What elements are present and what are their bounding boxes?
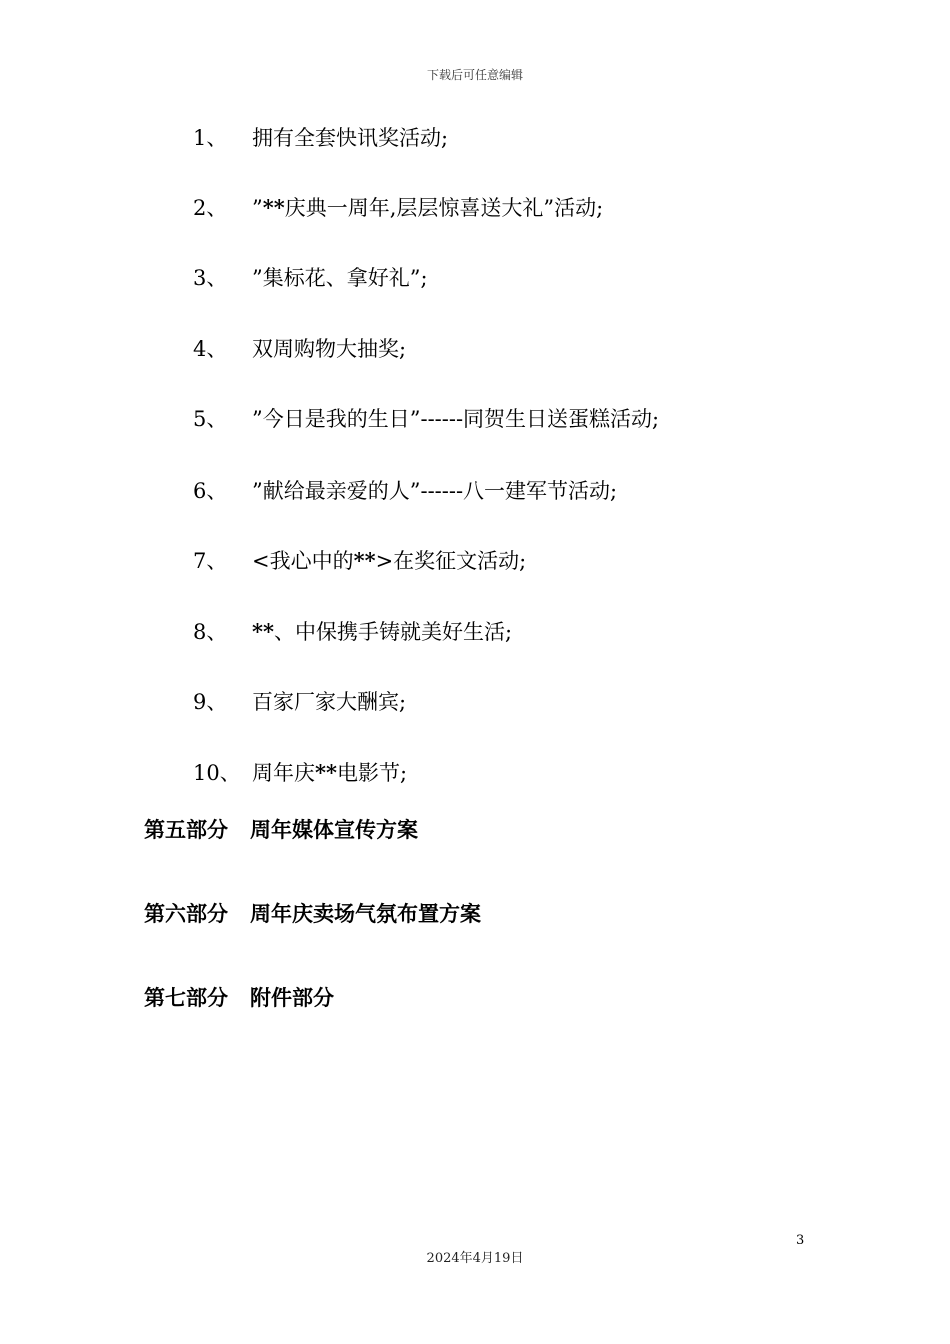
list-item: [0, 124, 900, 152]
item-text: ”集标花、拿好礼”;: [252, 266, 428, 290]
list-item: [0, 264, 900, 292]
page-number: 3: [796, 1233, 805, 1248]
item-text: ”**庆典一周年,层层惊喜送大礼”活动;: [252, 195, 604, 220]
item-number: 9、: [193, 690, 228, 714]
list-item: [0, 759, 900, 787]
list-item: [0, 477, 900, 505]
item-number: 3、: [193, 266, 228, 290]
list-item: [0, 194, 900, 222]
list-item: [0, 335, 900, 363]
list-item: [0, 618, 900, 646]
item-text: ”今日是我的生日”------同贺生日送蛋糕活动;: [252, 407, 660, 431]
item-number: 8、: [193, 620, 228, 644]
section-heading: [144, 983, 334, 1013]
page-footer-date: 2024年4月19日: [426, 1251, 524, 1266]
item-number: 2、: [193, 196, 228, 220]
item-number: 7、: [193, 549, 228, 573]
item-number: 6、: [193, 479, 228, 503]
list-item: [0, 405, 900, 433]
page-header: 下载后可任意编辑: [426, 68, 523, 82]
section-part: 第七部分: [144, 985, 228, 1010]
item-text: <我心中的**>在奖征文活动;: [252, 548, 527, 573]
item-text: 百家厂家大酬宾;: [252, 690, 407, 714]
section-heading: [144, 815, 418, 845]
section-title: 附件部分: [250, 985, 334, 1010]
item-number: 5、: [193, 407, 228, 431]
section-part: 第五部分: [144, 817, 228, 842]
section-heading: [144, 899, 481, 929]
section-title: 周年媒体宣传方案: [250, 817, 418, 842]
item-text: ”献给最亲爱的人”------八一建军节活动;: [252, 479, 618, 503]
list-item: [0, 688, 900, 716]
item-text: 双周购物大抽奖;: [252, 337, 407, 361]
item-number: 10、: [193, 761, 241, 785]
item-text: 拥有全套快讯奖活动;: [252, 126, 449, 150]
section-part: 第六部分: [144, 901, 228, 926]
item-number: 1、: [193, 126, 228, 150]
item-number: 4、: [193, 337, 228, 361]
item-text: **、中保携手铸就美好生活;: [252, 619, 513, 644]
list-item: [0, 547, 900, 575]
section-title: 周年庆卖场气氛布置方案: [250, 901, 481, 926]
item-text: 周年庆**电影节;: [252, 760, 408, 785]
